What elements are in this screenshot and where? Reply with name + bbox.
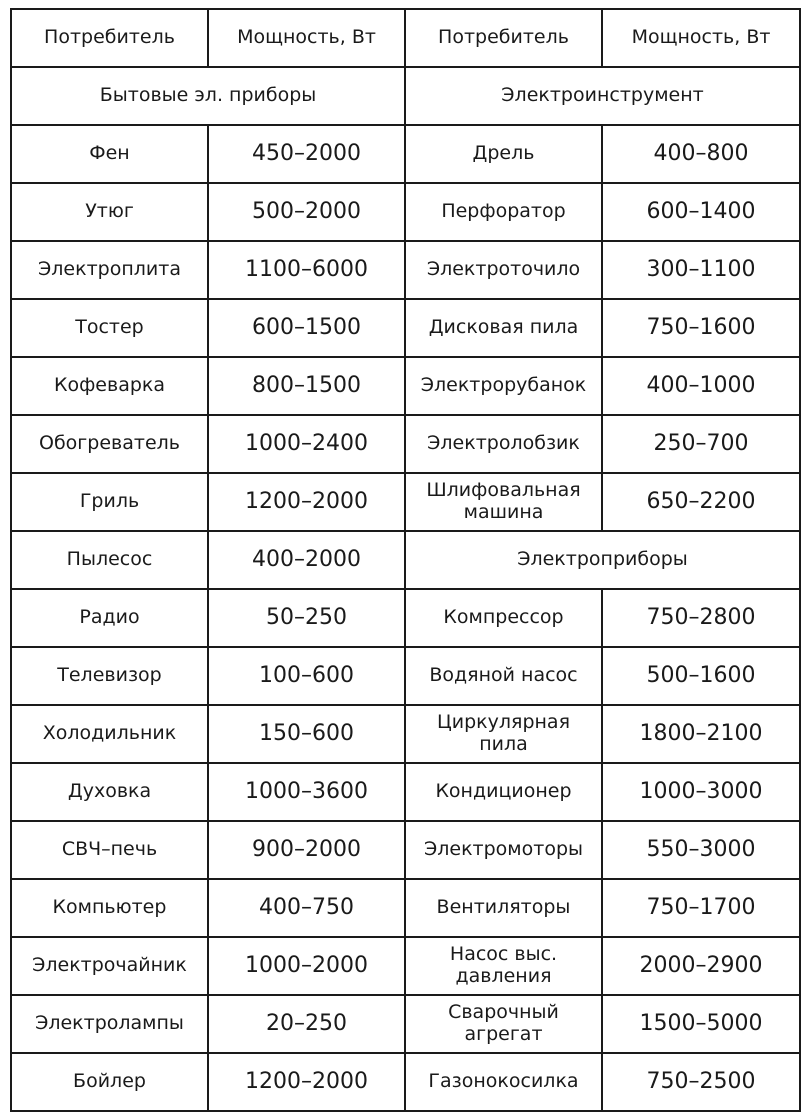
right-power-cell: 1500–5000 <box>602 995 800 1053</box>
right-power-cell: 750–2800 <box>602 589 800 647</box>
table-row <box>11 357 800 415</box>
right-power-cell: 650–2200 <box>602 473 800 531</box>
table-row <box>11 531 800 589</box>
left-power-cell: 1000–2000 <box>208 937 405 995</box>
right-consumer-cell: Кондиционер <box>405 763 602 821</box>
table-row <box>11 125 800 183</box>
left-power-cell: 800–1500 <box>208 357 405 415</box>
left-consumer-cell: Кофеварка <box>11 357 208 415</box>
header-power-right: Мощность, Вт <box>602 9 800 67</box>
table-row <box>11 299 800 357</box>
header-consumer-right: Потребитель <box>405 9 602 67</box>
left-consumer-cell: Утюг <box>11 183 208 241</box>
table-row <box>11 763 800 821</box>
table-row <box>11 415 800 473</box>
power-consumption-table <box>10 8 801 1112</box>
left-power-cell: 150–600 <box>208 705 405 763</box>
left-consumer-cell: Пылесос <box>11 531 208 589</box>
right-consumer-cell: Электромоторы <box>405 821 602 879</box>
header-consumer-left: Потребитель <box>11 9 208 67</box>
right-power-cell: 1800–2100 <box>602 705 800 763</box>
right-power-cell: 1000–3000 <box>602 763 800 821</box>
left-consumer-cell: СВЧ–печь <box>11 821 208 879</box>
right-power-cell: 400–1000 <box>602 357 800 415</box>
left-consumer-cell: Гриль <box>11 473 208 531</box>
right-power-cell: 750–1700 <box>602 879 800 937</box>
table-row <box>11 995 800 1053</box>
left-consumer-cell: Электролампы <box>11 995 208 1053</box>
left-power-cell: 450–2000 <box>208 125 405 183</box>
right-consumer-cell: Электролобзик <box>405 415 602 473</box>
right-power-cell: 750–2500 <box>602 1053 800 1111</box>
right-consumer-cell: Сварочный агрегат <box>405 995 602 1053</box>
table-row <box>11 937 800 995</box>
left-consumer-cell: Радио <box>11 589 208 647</box>
right-consumer-cell: Дисковая пила <box>405 299 602 357</box>
right-consumer-cell: Перфоратор <box>405 183 602 241</box>
right-consumer-cell: Шлифовальная машина <box>405 473 602 531</box>
left-power-cell: 100–600 <box>208 647 405 705</box>
right-consumer-cell: Насос выс. давления <box>405 937 602 995</box>
right-consumer-cell: Дрель <box>405 125 602 183</box>
right-power-cell: 250–700 <box>602 415 800 473</box>
right-consumer-cell: Водяной насос <box>405 647 602 705</box>
left-power-cell: 1100–6000 <box>208 241 405 299</box>
left-consumer-cell: Холодильник <box>11 705 208 763</box>
right-power-cell: 300–1100 <box>602 241 800 299</box>
left-consumer-cell: Духовка <box>11 763 208 821</box>
left-power-cell: 500–2000 <box>208 183 405 241</box>
section-tools: Электроинструмент <box>405 67 800 125</box>
right-power-cell: 400–800 <box>602 125 800 183</box>
right-power-cell: 600–1400 <box>602 183 800 241</box>
table-row <box>11 821 800 879</box>
left-power-cell: 600–1500 <box>208 299 405 357</box>
right-power-cell: 750–1600 <box>602 299 800 357</box>
left-power-cell: 900–2000 <box>208 821 405 879</box>
table-row <box>11 589 800 647</box>
left-power-cell: 1000–3600 <box>208 763 405 821</box>
right-power-cell: 2000–2900 <box>602 937 800 995</box>
left-power-cell: 50–250 <box>208 589 405 647</box>
section-row <box>11 67 800 125</box>
left-power-cell: 1200–2000 <box>208 1053 405 1111</box>
table-row <box>11 647 800 705</box>
right-consumer-cell: Электрорубанок <box>405 357 602 415</box>
right-consumer-cell: Вентиляторы <box>405 879 602 937</box>
left-consumer-cell: Компьютер <box>11 879 208 937</box>
table-row <box>11 705 800 763</box>
left-power-cell: 1000–2400 <box>208 415 405 473</box>
left-power-cell: 400–2000 <box>208 531 405 589</box>
left-power-cell: 20–250 <box>208 995 405 1053</box>
right-power-cell: 550–3000 <box>602 821 800 879</box>
left-power-cell: 400–750 <box>208 879 405 937</box>
left-consumer-cell: Электрочайник <box>11 937 208 995</box>
header-power-left: Мощность, Вт <box>208 9 405 67</box>
left-consumer-cell: Телевизор <box>11 647 208 705</box>
right-consumer-cell: Компрессор <box>405 589 602 647</box>
left-power-cell: 1200–2000 <box>208 473 405 531</box>
left-consumer-cell: Тостер <box>11 299 208 357</box>
table-row <box>11 183 800 241</box>
table-row <box>11 473 800 531</box>
table-body <box>11 9 800 1111</box>
right-consumer-cell: Газонокосилка <box>405 1053 602 1111</box>
left-consumer-cell: Бойлер <box>11 1053 208 1111</box>
right-consumer-cell: Циркулярная пила <box>405 705 602 763</box>
left-consumer-cell: Электроплита <box>11 241 208 299</box>
table-row <box>11 879 800 937</box>
right-consumer-cell: Электроточило <box>405 241 602 299</box>
section-household: Бытовые эл. приборы <box>11 67 405 125</box>
header-row <box>11 9 800 67</box>
right-power-cell: 500–1600 <box>602 647 800 705</box>
table-row <box>11 1053 800 1111</box>
table-row <box>11 241 800 299</box>
left-consumer-cell: Фен <box>11 125 208 183</box>
section-devices: Электроприборы <box>405 531 800 589</box>
left-consumer-cell: Обогреватель <box>11 415 208 473</box>
